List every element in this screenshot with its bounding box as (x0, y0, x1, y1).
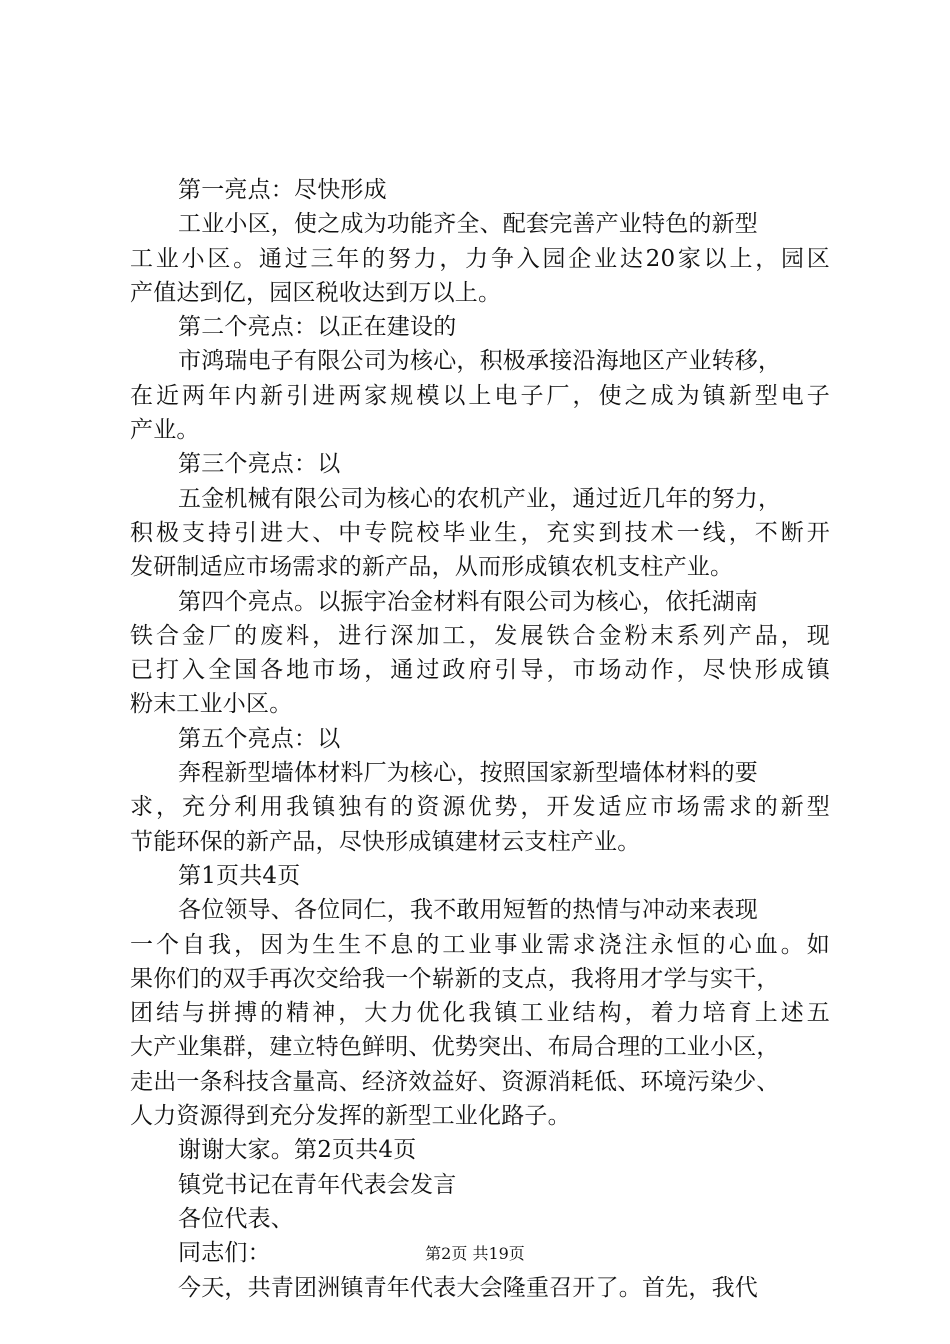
text-line: 工业小区，使之成为功能齐全、配套完善产业特色的新型 (178, 211, 758, 238)
text-line: 节能环保的新产品，尽快形成镇建材云支柱产业。 (130, 828, 641, 855)
text-line: 产值达到亿，园区税收达到万以上。 (130, 279, 502, 306)
text-line: 已打入全国各地市场，通过政府引导，市场动作，尽快形成镇 (130, 657, 830, 684)
text-line: 同志们： (178, 1240, 271, 1267)
text-line: 奔程新型墙体材料厂为核心，按照国家新型墙体材料的要 (178, 760, 758, 787)
text-line: 今天，共青团洲镇青年代表大会隆重召开了。首先，我代 (178, 1274, 758, 1301)
text-line: 产业。 (130, 417, 200, 444)
text-line: 铁合金厂的废料，进行深加工，发展铁合金粉末系列产品，现 (130, 622, 830, 649)
text-line: 第二个亮点：以正在建设的 (178, 314, 457, 341)
text-line: 市鸿瑞电子有限公司为核心，积极承接沿海地区产业转移， (178, 348, 782, 375)
text-line: 各位代表、 (178, 1205, 294, 1232)
text-line: 大产业集群，建立特色鲜明、优势突出、布局合理的工业小区， (130, 1034, 780, 1061)
text-line: 粉末工业小区。 (130, 691, 293, 718)
page-marker: 谢谢大家。第2页共4页 (178, 1137, 417, 1164)
text-line: 第五个亮点：以 (178, 725, 341, 752)
section-title: 镇党书记在青年代表会发言 (178, 1171, 457, 1198)
text-line: 果你们的双手再次交给我一个崭新的支点，我将用才学与实干， (130, 965, 780, 992)
text-line: 工业小区。通过三年的努力，力争入园企业达20家以上，园区 (130, 245, 830, 272)
page-footer: 第2页 共19页 (425, 1244, 525, 1263)
text-line: 五金机械有限公司为核心的农机产业，通过近几年的努力， (178, 485, 782, 512)
text-line: 积极支持引进大、中专院校毕业生，充实到技术一线，不断开 (130, 519, 830, 546)
page-marker: 第1页共4页 (178, 862, 301, 889)
text-line: 走出一条科技含量高、经济效益好、资源消耗低、环境污染少、 (130, 1068, 780, 1095)
text-line: 在近两年内新引进两家规模以上电子厂，使之成为镇新型电子 (130, 382, 830, 409)
text-line: 发研制适应市场需求的新产品，从而形成镇农机支柱产业。 (130, 554, 734, 581)
text-line: 一个自我，因为生生不息的工业事业需求浇注永恒的心血。如 (130, 931, 830, 958)
text-line: 第三个亮点：以 (178, 451, 341, 478)
document-body (130, 173, 830, 1305)
text-line: 人力资源得到充分发挥的新型工业化路子。 (130, 1103, 571, 1130)
text-line: 求，充分利用我镇独有的资源优势，开发适应市场需求的新型 (130, 794, 830, 821)
text-line: 第四个亮点。以振宇冶金材料有限公司为核心，依托湖南 (178, 588, 758, 615)
text-line: 团结与拼搏的精神，大力优化我镇工业结构，着力培育上述五 (130, 1000, 830, 1027)
text-line: 第一亮点：尽快形成 (178, 177, 387, 203)
text-line: 各位领导、各位同仁，我不敢用短暂的热情与冲动来表现 (178, 897, 758, 924)
